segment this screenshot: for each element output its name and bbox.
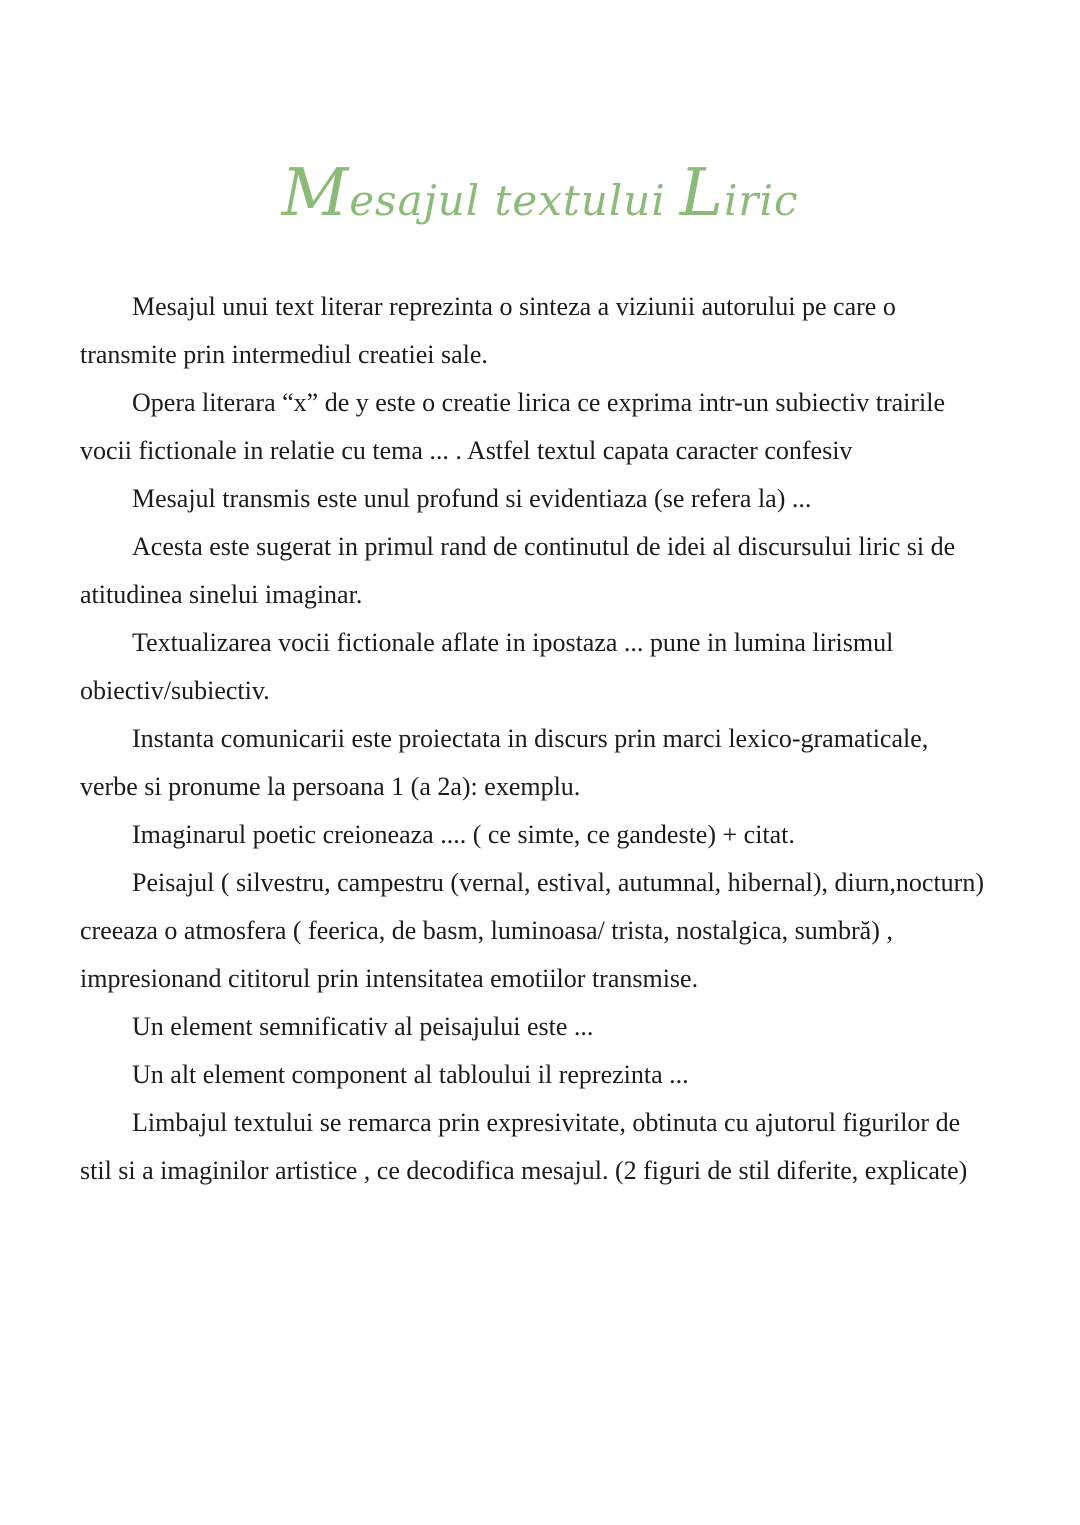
document-title (0, 156, 1080, 231)
title-area (0, 0, 1080, 231)
paragraph-5: Textualizarea vocii fictionale aflate in ipostaza ... pune in lumina lirismul obiectiv/subiectiv. (80, 628, 894, 706)
paragraph-11: Limbajul textului se remarca prin expresivitate, obtinuta cu ajutorul figurilor de stil si a imaginilor artistice , ce decodifica mesajul. (2 figuri de stil diferite, explicate) (80, 1108, 968, 1186)
title-part-2: Liric (679, 156, 799, 232)
paragraph-10: Un alt element component al tabloului il reprezinta ... (132, 1060, 689, 1090)
title-part-1: Mesajul textului (281, 156, 666, 232)
paragraph-6: Instanta comunicarii este proiectata in discurs prin marci lexico-gramaticale, verbe si pronume la persoana 1 (a 2a): exemplu. (80, 724, 929, 802)
paragraph-2: Opera literara “x” de y este o creatie lirica ce exprima intr-un subiectiv trairile vocii fictionale in relatie cu tema ... . Astfel textul capata caracter confesiv (80, 388, 946, 466)
paragraph-7: Imaginarul poetic creioneaza .... ( ce simte, ce gandeste) + citat. (132, 820, 795, 850)
document-body (80, 283, 992, 1195)
paragraph-9: Un element semnificativ al peisajului este ... (132, 1012, 594, 1042)
paragraph-8: Peisajul ( silvestru, campestru (vernal, estival, autumnal, hibernal), diurn,nocturn) creeaza o atmosfera ( feerica, de basm, luminoasa/ trista, nostalgica, sumbră) , impresionand cititorul prin intensitatea emotiilor transmise. (80, 868, 984, 994)
paragraph-1: Mesajul unui text literar reprezinta o sinteza a viziunii autorului pe care o transmite prin intermediul creatiei sale. (80, 292, 896, 370)
paragraph-4: Acesta este sugerat in primul rand de continutul de idei al discursului liric si de atitudinea sinelui imaginar. (80, 532, 956, 610)
paragraph-3: Mesajul transmis este unul profund si evidentiaza (se refera la) ... (132, 484, 812, 514)
